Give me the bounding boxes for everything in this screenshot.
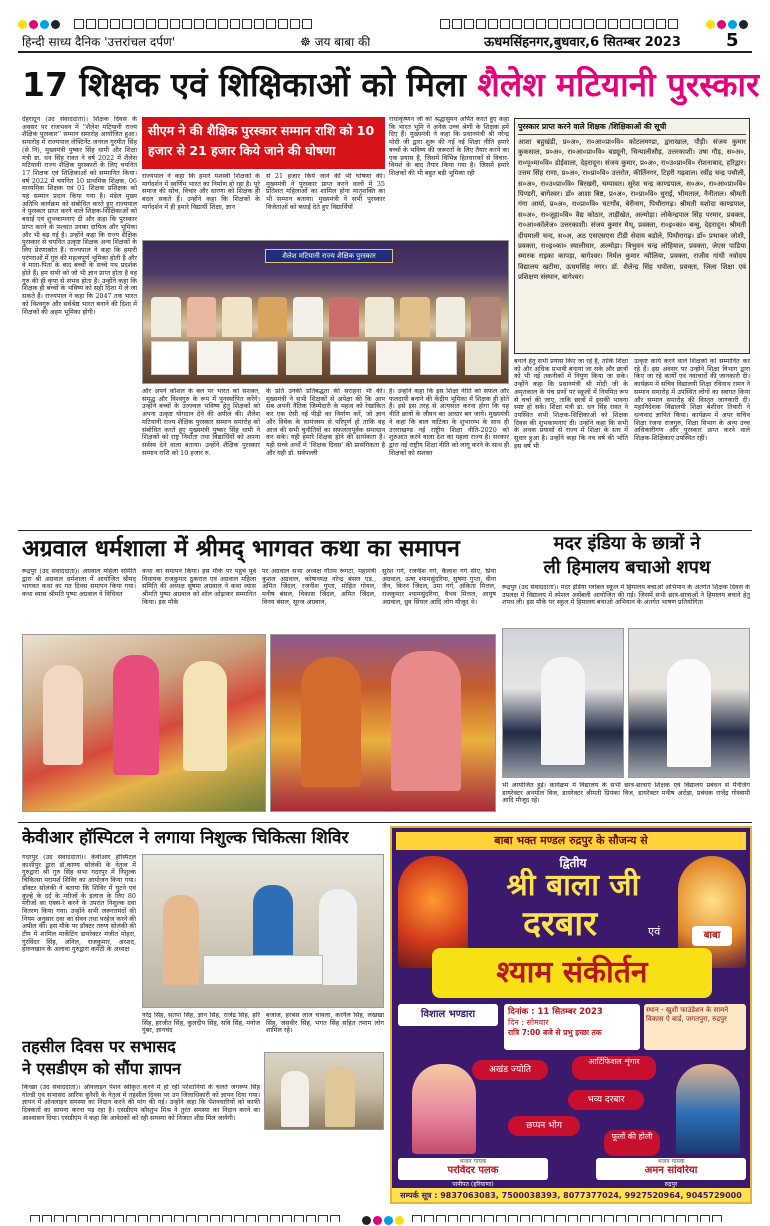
ad-singer-2-place: रुद्रपुर [664,1181,678,1188]
ad-singer-2-label: भजन गायक [657,1158,685,1165]
awardees-col-b: उत्कृष्ट कार्य करने वाले शिक्षकों को सम्मानित कर रहे हैं। इस अवसर पर उन्होंने शिक्षा विभाग द्वारा किए जा रहे कार्यों एवं नवाचारों की जानकारी दी। कार्यक्रम में सचिव विद्यालयी शिक्षा रविनाथ रामन ने सम्मान समारोह में उपस्थित लोगों का स्वागत किया और सम्मान समारोह की विस्तृत जानकारी दी। महानिदेशक विद्यालयी शिक्षा बंशीधर तिवारी ने धन्यवाद ज्ञापित किया। कार्यक्रम में अपर सचिव शिक्षा रंजना राजगुरु, शिक्षा विभाग के अन्य उच्च अधिकारीगण और पुरस्कार प्राप्त करने वाले शिक्षक-शिक्षिकाएं उपस्थित रहीं। [634,358,750,443]
awardees-box [514,118,750,354]
main-below-col2: और अपने कौशल के बल पर भारत को सशक्त, समृद्ध और विश्वगुरु के रूप में पुनर्स्थापित करेंगे। उन्होंने बच्चों के उज्ज्वल भविष्य हेतु शिक्षकों को अपना उत्कृष्ट योगदान देने की अपील की। शैलेश मटियानी राज्य शैक्षिक पुरस्कार सम्मान समारोह को संबोधित करते हुए मुख्यमंत्री पुष्कर सिंह धामी ने शिक्षकों को राष्ट्र निर्माता तथा विद्यार्थियों को अपना सर्वस्व देने वाला बताया। उन्होंने शैक्षिक पुरस्कार सम्मान राशि को 10 हजार रु. [142,388,260,457]
mother-india-headline-1: मदर इंडिया के छात्रों ने [553,533,701,554]
main-col3: से 21 हजार किये जाने की भी घोषणा की। मुख्यमंत्री ने पुरस्कार प्राप्त करने वालों में 35 प्रतिशत महिलाओं का शामिल होना मातृशक्ति का भी सम्मान बताया। मुख्यमंत्री ने सभी पुरस्कार विजेताओं को बधाई देते हुए विद्यार्थियों [266,173,385,211]
ad-title-2: दरबार [522,904,598,944]
main-col2: राज्यपाल ने कहा कि हमारे यशस्वी शिक्षकों के मार्गदर्शन में स्वर्णिम भारत का निर्माण हो रहा है। पूरे समाज की सोच, विचार और धारणा को शिक्षक ही बदल सकते हैं। उन्होंने कहा कि शिक्षकों के मार्गदर्शन में ही हमारे विद्यार्थी शिक्षा, ज्ञान [142,173,260,211]
advertisement [390,826,752,1204]
bottom-squares-left [30,1210,360,1222]
ad-singer-1-box [398,1158,548,1180]
ad-singer-1-label: भजन गायक [459,1158,487,1165]
awardees-list: आशा बहुखंडी, प्र०अ०, रा०आ०प्रा०वि० कोटलमण्डा, द्वाराखाल, पौड़ी। संजय कुमार कुकसाल, प्र०अ०, रा०आ०प्रा०वि० बड्यूनी, चिन्यालीसौड़, उत्तरकाशी। उषा गौड़, स०अ०, रा०पू०मा०वि० डोईवाला, देहरादून। संजय कुमार, प्र०अ०, रा०उ०प्रा०वि० रोशनाबाद, हरिद्वार। उत्तम सिंह राणा, प्र०अ०, रा०प्रा०वि० उत्तरोत, कीर्तिनगर, टिहरी गढ़वाल। रवींद्र चन्द्र पचौली, स०अ०, रा०उ०प्रा०वि० बिरखरी, चम्पावत। सुरेश चन्द्र काण्डपाल, स०अ०, रा०आ०प्रा०वि० पिण्डरी, बागेश्वर। डॉ० आशा बिष्ट, प्र०अ०, रा०प्रा०वि० धुराई, भीमताल, नैनीताल। श्रीमती गंगा आर्या, प्र०अ०, रा०प्रा०वि० चटगाँव, बेरीनाग, पिथौरागढ़। श्रीमती यशोदा काण्डपाल, स०अ०, रा०जूहा०वि० वैद्य कोठार, ताड़ीखेत, अल्मोड़ा। लोकेन्द्रपाल सिंह परमार, प्रवक्ता, रा०आ०कॉलेज० उत्तरकाशी। संजय कुमार मैथ्, प्रवक्ता, रा०इ०का० बन्धु, देहरादून। श्रीमती दीपमाली चन्द, स०अ, अठ एसएसएस टीडी सेवाय बडोले, पिथौरागढ़। डॉ० प्रभाकर जोशी, प्रवक्ता, रा०इ०का० स्यालीधार, अल्मोड़ा। त्रिभुवन चन्द्र लोहियाल, प्रवक्ता, जेएस पाडिया स्मारक राइका कापड़ा, बागेश्वर। निर्मल कुमार न्यौलिया, प्रवक्ता, राजीव गांधी नवोदय विद्यालय खटीमा, ऊधमसिंह नगर। डॉ. शैलेन्द्र सिंह धपोला, प्रवक्ता, जिला शिक्षा एवं प्रशिक्षण संस्थान, बागेश्वर। [518,138,746,282]
kvr-headline: केवीआर हॉस्पिटल ने लगाया निशुल्क चिकित्सा शिविर [22,828,349,848]
main-below-col3: के प्रति उनकी प्रतिबद्धता की सराहना भी की। मुख्यमंत्री ने सभी शिक्षकों से अपेक्षा की कि आप सब अपनी नैतिक जिम्मेदारी के महत्व को रेखांकित कर एक ऐसी नई पीढ़ी का निर्माण करें, जो ज्ञान और विवेक के सामंजस्य से परिपूर्ण हो ताकि वह आज की सभी चुनौतियों का सफलतापूर्वक समाधान कर सके। यही हमारे शिक्षक होने की सार्थकता है। यही सच्चे अर्थों में 'शिक्षक दिवस' की प्रासंगिकता है और यही डॉ. सर्वपल्ली [266,388,385,457]
ad-item-2: आर्टिफिशल शृंगार [572,1056,656,1080]
ad-date-box [504,1004,640,1050]
ad-date: दिनांक : 11 सितम्बर 2023 [508,1007,603,1017]
ad-singer-1-name: परविंदर पलक [447,1165,499,1176]
mother-india-body-2: भी आयोजित हुई। कार्यक्रम में विद्यालय के सभी छात्र-छात्राएं शिक्षक एवं विद्यालय प्रबंधन से मैनेजिंग डायरेक्टर अनमोल विज, डायरेक्टर श्रीमती प्रियंका विज, डायरेक्टर मनीष अरोड़ा, प्रबंधक राजेंद्र गोस्वामी आदि मौजूद रहे। [502,782,750,805]
main-col4: राधाकृष्णन जी को श्रद्धासुमन अर्पित करते हुए कहा कि भारत भूमि ने अनेक उच्च श्रेणी के शिक्षक हमें दिए हैं। मुख्यमंत्री ने कहा कि प्रधानमंत्री श्री नरेन्द्र मोदी जी द्वारा शुरू की गई नई शिक्षा नीति हमारे बच्चों के भविष्य की जरूरतों के लिए तैयार करने का एक प्रयास है, जिसमें विभिन्न हितधारकों से विचार-विमर्श के बाद तैयार किया गया है। जिसमें हमारे शिक्षकों की भी बहुत बड़ी भूमिका रही [389,116,509,177]
mother-india-photo-2 [628,628,750,778]
ad-time: रात्रि 7:00 बजे से प्रभु इच्छा तक [508,1028,602,1037]
main-headline-pink: शैलेश मटियानी पुरस्कार [477,65,760,104]
tehsil-photo [264,1052,384,1130]
ad-item-1: अखंड ज्योति [472,1060,548,1080]
photo-banner: शैलेश मटियानी राज्य शैक्षिक पुरस्कार [265,249,393,263]
tehsil-body: किच्छा (उद संवाददाता)। ऑनलाइन पेंशन स्वीकृत करने में हो रही परेशानियों के चलते जगरूप सिंह गोल्डी एवं सभासद आरिफ कुरैशी के नेतृत्व में तहसील दिवस पर उप जिलाधिकारी को ज्ञापन दिया गया। ज्ञापन में ऑनलाइन समस्या का निदान करने की मांग की गई। उन्होंने कहा कि पेंशनधारियों को काफी दिक्कतों का सामना करना पड़ रहा है। एसडीएम कौस्तुभ मिश्र ने तुरंत समस्या का निदान करने का आश्वासन दिया। एसडीएम ने कहा कि आवेदकों को रही समस्या को निजात शीघ्र मिल जायेगी। [22,1084,260,1122]
location-date: ऊधमसिंहनगर,बुधवार,6 सितम्बर 2023 [484,35,681,50]
ad-singer-1-place: पानीपत (हरियाणा) [452,1181,494,1188]
agrawal-photo-1 [22,634,266,812]
bottom-center-dots [362,1210,408,1222]
paper-name: हिन्दी साध्य दैनिक 'उत्तरांचल दर्पण' [22,35,176,49]
main-col1: देहरादून (उद संवाददाता)। शिक्षक दिवस के अवसर पर राजभवन में ''शैलेश मटियानी राज्य शैक्षिक पुरस्कार'' सम्मान समारोह आयोजित हुआ। समारोह में राज्यपाल लेफ्टिनेंट जनरल गुरमीत सिंह (से नि), मुख्यमंत्री पुष्कर सिंह धामी और शिक्षा मंत्री डा. धन सिंह रावत ने वर्ष 2022 में शैलेश मटियानी राज्य शैक्षिक पुरस्कारों के लिए चयनित 17 शिक्षक एवं शिक्षिकाओं को सम्मानित किया। वर्ष 2022 में चयनित 10 प्राथमिक शिक्षक, 06 माध्यमिक शिक्षक एवं 01 शिक्षक प्रशिक्षक को यह सम्मान प्रदान किया गया है। मंडेल मुख्य अतिथि कार्यक्रम को संबोधित करते हुए राज्यपाल ने पुरस्कार प्राप्त करने वाले शिक्षक-शिक्षिकाओं को बधाई एवं शुभकामनाएं दी और कहा कि पुरस्कार प्राप्त करने के पश्चात उनका दायित्व और भूमिका और भी बढ़ गई है। उन्होंने कहा कि राज्य शैक्षिक पुरस्कार से चयनित उत्कृष्ट शिक्षक अन्य शिक्षकों के लिए प्रेरणास्रोत हैं। राज्यपाल ने कहा कि हमारी परंपराओं में गुरु की महत्वपूर्ण भूमिका होती है और वे माता-पिता के बाद बच्चों के सच्चे पथ प्रदर्शक होते हैं। हम सभी को जो भी ज्ञान प्राप्त होता है वह गुरु की ही कृपा से संभव होता है। उन्होंने कहा कि शिक्षक ही बच्चों के भविष्य को सही दिशा में ले जा सकते हैं। राज्यपाल ने कहा कि 2047 तक भारत को विश्वगुरु और सर्वश्रेष्ठ भारत बनाने की दिशा में शिक्षकों की अहम भूमिका होगी। [22,116,137,316]
kvr-photo [142,854,384,1008]
mother-india-body: रूद्रपुर (उद संवाददाता)। मदर इंडिया ग्लोबल स्कूल में हिमालय बचाओ अभियान के अंतर्गत शिक्षक दिवस के उपलक्ष में विद्यालय में स्पेशल असेंबली आयोजित की गई। जिसमें सभी छात्र-छात्राओं ने हिमालय बचाने हेतु शपथ ली। इस मौके पर स्कूल में हिमालय बचाओ अभियान के अंतर्गत भाषण प्रतियोगिता [502,584,750,607]
kvr-col3: बजाज, हरबंस लाल चावला, करनैल सिंह, लखखा सिंह, जसवीर सिंह, भगत सिंह सहित तमाम लोग शामिल रहे। [266,1012,384,1035]
agrawal-headline: अग्रवाल धर्मशाला में श्रीमद् भागवत कथा का समापन [22,536,460,562]
ad-singer-2-name: अमन सांवरिया [644,1165,698,1176]
ad-singer-2-image [676,1064,740,1154]
ad-day: दिन : सोमवार [508,1018,549,1027]
agrawal-photo-2 [270,634,496,812]
ad-item-3: भव्य दरबार [568,1090,644,1110]
top-squares-left [74,14,334,26]
kvr-body: गदरपुर (उद संवाददाता)। केवीआर हॉस्पिटल काशीपुर द्वारा डॉ.काण्य सोलंकी के नेतृत्व में गुरुद्वारा श्री गुरु सिंह सभा गदरपुर में निशुल्क चिकित्सा परामर्श शिविर का आयोजन किया गया। डॉक्टर सोलंकी ने बताया कि शिविर में घुटने एवं कूल्हे के दर्द के मरीजों के इलाज के लिए 80 मरीजों का एक्स-रे करने के उपरांत निशुल्क दवा वितरण किया गया। उन्होंने सभी जरूरतमंदों की नियम अनुसार दवा का सेवन तथा परहेज करने की अपील की। इस मौके पर डॉक्टर तरुण सोलंकी की टीम में शामिल मार्केटिंग डायरेक्टर मंजीत मोहरा, गुरविंदर सिंह, अनिल, राजकुमार, अरशद, हारुनखान के अलावा गुरुद्वारा कमेटी के अध्यक्ष [22,854,136,954]
masthead-rule [18,51,752,53]
main-headline-black: 17 शिक्षक एवं शिक्षिकाओं को मिला [22,65,466,104]
agrawal-col1: रूद्रपुर (उद संवाददाता)। अग्रवाल महिला समिति द्वारा श्री अग्रवाल धर्मशाला में आयोजित श्रीमद् भागवत कथा का गत दिवस समापन किया गया। कथा व्यास श्रीमति पुष्पा अग्रवाल ने विधिवत [22,568,136,599]
top-color-bar-right [706,14,754,26]
tehsil-headline-2: ने एसडीएम को सौंपा ज्ञापन [22,1059,181,1078]
tehsil-headline-1: तहसील दिवस पर सभासद [22,1037,176,1056]
agrawal-col4: सुरेश गर्ग, रजनीश गर्ग, कैलाश गर्ग सीए, प्रिया अग्रवाल, ऊषा श्यामसुंदरिया, सुषमा गुप्ता, वीना जैन, किरन जिंदल, उमा गर्ग, अंकिता मित्तल, राजकुमार श्यामसुंदरिया, वैभव मित्तल, आयुष अग्रवाल, ध्रुव सिंघल आदि लोग मौजूद थे। [382,568,496,606]
mother-india-headline-2: ली हिमालय बचाओ शपथ [543,557,711,578]
ad-second: द्वितीय [559,856,587,870]
ad-title-1: श्री बाला जी [506,868,640,903]
main-below-col4: है। उन्होंने कहा कि इस शिक्षा नीति को सफल और फलदायी बनाने की केंद्रीय भूमिका में शिक्षक ही होते हैं। इसे इस तरह से अत्यसात करना होगा कि यह नीति छात्रों के जीवन का आधार बन जाये। मुख्यमंत्री ने कहा कि बाल वाटिका के शुभारम्भ के साथ ही उत्तराखण्ड नई राष्ट्रीय शिक्षा नीति-2020 को शुरुआत करने वाला देश का पहला राज्य है। सरकार द्वारा नई राष्ट्रीय शिक्षा नीति को लागू करने के साथ ही शिक्षकों को सशक्त [389,388,509,457]
callout-box [142,117,385,169]
callout-text: सीएम ने की शैक्षिक पुरस्कार सम्मान राशि को 10 हजार से 21 हजार किये जाने की घोषणा [148,123,375,158]
ad-evam: एवं [648,925,661,938]
top-color-bar-left [18,14,66,26]
ad-title-3: श्याम संकीर्तन [496,955,648,990]
ad-item-4: छप्पन भोग [508,1116,580,1136]
ad-venue: स्थान - खुशी फाउंडेशन के सामने विकास ऐ बार्ड, जगतपुरा, रुद्रपुर [644,1004,746,1050]
page-number: 5 [726,30,739,51]
agrawal-col2: कथा का समापन किया। इस मौके पर पहुंचे पूर्व विधायक राजकुमार ठुकराल एवं अग्रवाल महिला समिति की अध्यक्ष सुषमा अग्रवाल ने कथा व्यास श्रीमति पुष्पा अग्रवाल को शॉल ओढ़ाकर सम्मानित किया। इस मौके [142,568,256,606]
ad-bhandara: विशाल भण्डारा [398,1004,498,1026]
mother-india-photo-1 [502,628,624,778]
ad-top-line: बाबा भक्त मण्डल रुद्रपुर के सौजन्य से [396,832,746,850]
main-headline [22,62,760,110]
ad-title-3-box [432,948,712,998]
section-rule-2 [18,822,752,823]
ad-singer-1-image [412,1064,476,1154]
bottom-squares-right [412,1210,742,1222]
top-squares-right [440,14,700,26]
masthead-center: ☸ जय बाबा की [300,35,371,49]
ad-contact: सम्पर्क सूत्र : 9837063083, 7500038393, 8077377024, 9927520964, 9045729000 [392,1188,750,1204]
agrawal-col3: पर अग्रवाल सभा अध्यक्ष गौतम रूंगटा, महामंत्री कुशल अग्रवाल, कोषाध्यक्ष नरेन्द्र बंसल एड., अमित जिंदल, रजनीश गुप्ता, मोहित गोयल, मनीष बंसल, विकास जिंदल, अमित जिंदल, विनय बंसल, सूरज अग्रवाल, [262,568,376,606]
ad-baba-badge: बाबा [692,926,732,946]
section-rule-1 [18,530,752,531]
om-icon: ☸ [300,35,311,49]
ad-item-5: फूलों की होली [604,1130,660,1156]
ad-singer-2-box [596,1158,746,1180]
award-ceremony-photo [142,240,509,384]
kvr-col2: नरेंद्र सिंह, सतपा सिंह, ज्ञान सिंह, राजेंद्र सिंह, हरि सिंह, हरजीत सिंह, कुलदीप सिंह, सवि सिंह, मनोज गुंबर, ज्ञानचंद [142,1012,260,1035]
awardees-title: पुरस्कार प्राप्त करने वाले शिक्षक /शिक्षिकाओं की सूची [518,122,746,135]
awardees-col-a: बनाने हेतु सभी प्रयास किए जा रहे हैं, ताकि शिक्षा को और अधिक प्रभावी बनाया जा सके और छात्रों को भी नई तकनीकों में निपुण किया जा सके। उन्होंने कहा कि प्रधानमंत्री श्री मोदी जी के अमृतकाल के पंच प्रणों पर स्कूलों में नियमित रूप से चर्चा की जाए, ताकि छात्रों में इसकी भावना स्पष्ट हो सके। शिक्षा मंत्री डा. धन सिंह रावत ने उपस्थित सभी शिक्षक-शिक्षिकाओं को शिक्षक दिवस की शुभकामनाएं दी। उन्होंने कहा कि सभी के अथक प्रयासों से राज्य में शिक्षा के स्तर में सुधार हुआ है। उन्होंने कहा कि नव वर्ष की भाँति इस वर्ष भी [514,358,628,450]
